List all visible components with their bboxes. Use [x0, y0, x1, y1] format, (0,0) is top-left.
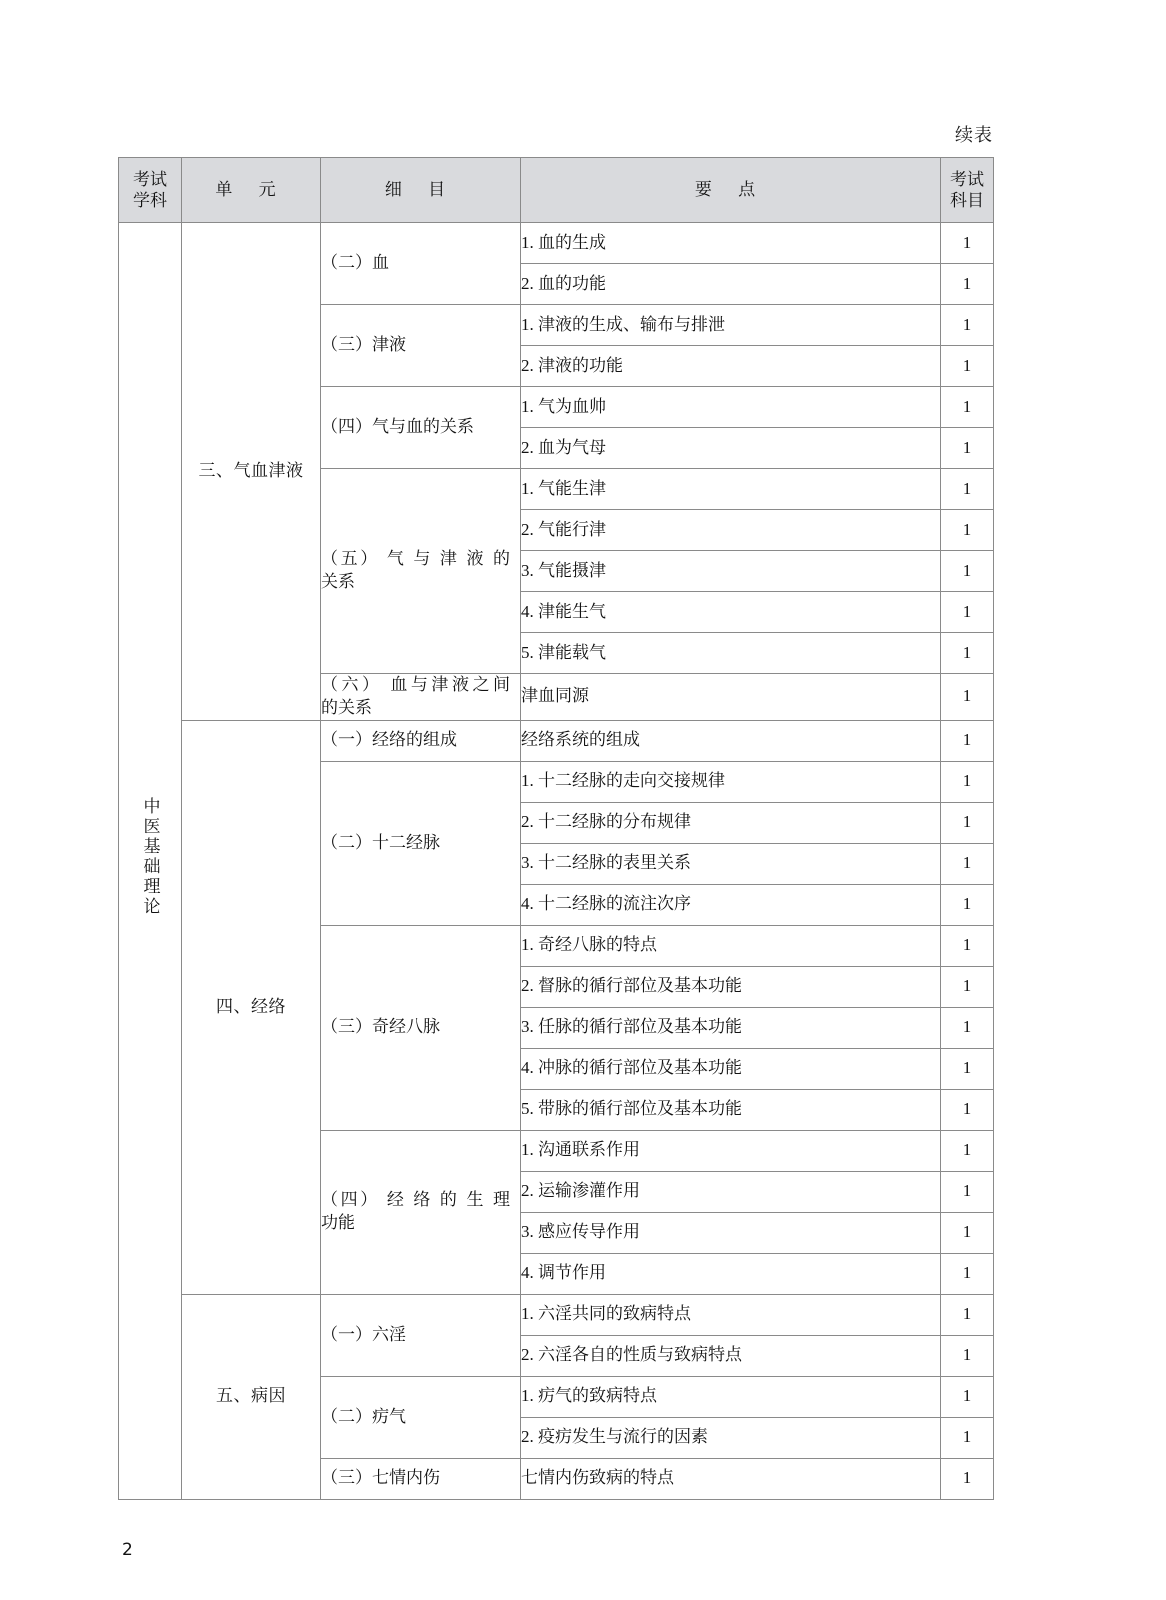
column-header-detail: [321, 158, 521, 223]
continuation-label: 续表: [955, 125, 993, 145]
exam-subject-value: 1: [962, 1017, 972, 1037]
detail-label-cont: 关系: [321, 572, 355, 591]
detail-label: （三）奇经八脉: [321, 1017, 440, 1037]
exam-subject-cell: [941, 551, 994, 592]
unit-label: 四、经络: [216, 996, 286, 1016]
detail-label: （五） 气 与 津 液 的: [321, 549, 510, 569]
point-cell: [521, 720, 941, 761]
point-cell: [521, 1007, 941, 1048]
point-label: 4. 调节作用: [521, 1263, 606, 1283]
table-row: [119, 223, 994, 264]
point-cell: [521, 1089, 941, 1130]
exam-subject-cell: [941, 1007, 994, 1048]
point-cell: [521, 1212, 941, 1253]
point-label: 5. 津能载气: [521, 642, 606, 662]
detail-cell: [321, 1294, 521, 1376]
exam-subject-value: 1: [962, 519, 972, 539]
exam-subject-cell: [941, 720, 994, 761]
exam-subject-cell: [941, 1253, 994, 1294]
exam-subject-value: 1: [962, 894, 972, 914]
point-label: 经络系统的组成: [521, 730, 640, 750]
table-row: [119, 720, 994, 761]
exam-subject-value: 1: [962, 396, 972, 416]
exam-subject-cell: [941, 346, 994, 387]
exam-subject-value: 1: [962, 314, 972, 334]
point-label: 津血同源: [521, 686, 589, 706]
column-header-point-label: 要 点: [694, 179, 767, 199]
exam-subject-value: 1: [962, 1345, 972, 1365]
detail-cell: [321, 305, 521, 387]
point-label: 2. 运输渗灌作用: [521, 1181, 640, 1201]
exam-subject-value: 1: [962, 1058, 972, 1078]
point-label: 3. 感应传导作用: [521, 1222, 640, 1242]
detail-cell: [321, 674, 521, 721]
point-cell: [521, 223, 941, 264]
exam-subject-cell: [941, 428, 994, 469]
table-row: [119, 1294, 994, 1335]
detail-label: （二）十二经脉: [321, 832, 440, 852]
exam-subject-cell: [941, 761, 994, 802]
point-cell: [521, 1294, 941, 1335]
detail-cell: [321, 223, 521, 305]
detail-label-cont: 功能: [321, 1213, 355, 1233]
exam-subject-value: 1: [962, 771, 972, 791]
detail-label: （一）经络的组成: [321, 730, 457, 750]
detail-cell: [321, 469, 521, 674]
exam-subject-cell: [941, 1417, 994, 1458]
detail-cell: [321, 387, 521, 469]
exam-subject-cell: [941, 1212, 994, 1253]
unit-label: 五、病因: [216, 1386, 286, 1406]
point-cell: [521, 551, 941, 592]
exam-subject-cell: [941, 387, 994, 428]
header-row: [119, 158, 994, 223]
point-label: 1. 气能生津: [521, 478, 606, 498]
point-cell: [521, 884, 941, 925]
point-cell: [521, 305, 941, 346]
detail-cell: [321, 1376, 521, 1458]
exam-subject-value: 1: [962, 853, 972, 873]
exam-subject-cell: [941, 1294, 994, 1335]
point-label: 1. 气为血帅: [521, 396, 606, 416]
point-label: 七情内伤致病的特点: [521, 1468, 674, 1488]
exam-subject-value: 1: [962, 601, 972, 621]
column-header-subject-line1: 考试: [133, 169, 167, 189]
exam-subject-value: 1: [962, 812, 972, 832]
page-number: 2: [122, 1540, 133, 1560]
exam-subject-value: 1: [962, 355, 972, 375]
point-label: 3. 十二经脉的表里关系: [521, 853, 691, 873]
column-header-detail-label: 细 目: [384, 179, 457, 199]
point-cell: [521, 428, 941, 469]
exam-subject-value: 1: [962, 1181, 972, 1201]
exam-subject-cell: [941, 884, 994, 925]
point-cell: [521, 1048, 941, 1089]
exam-subject-value: 1: [962, 1140, 972, 1160]
point-cell: [521, 1335, 941, 1376]
exam-subject-cell: [941, 1376, 994, 1417]
point-cell: [521, 674, 941, 721]
point-cell: [521, 843, 941, 884]
exam-subject-cell: [941, 305, 994, 346]
point-label: 2. 血为气母: [521, 437, 606, 457]
exam-subject-cell: [941, 1130, 994, 1171]
column-header-exam-line1: 考试: [950, 169, 984, 189]
exam-subject-value: 1: [962, 1263, 972, 1283]
exam-subject-cell: [941, 592, 994, 633]
point-label: 4. 冲脉的循行部位及基本功能: [521, 1058, 742, 1078]
detail-label: （三）津液: [321, 335, 406, 355]
point-label: 1. 六淫共同的致病特点: [521, 1304, 691, 1324]
detail-cell: [321, 720, 521, 761]
column-header-exam-line2: 科目: [950, 191, 984, 210]
point-label: 2. 督脉的循行部位及基本功能: [521, 976, 742, 996]
exam-subject-value: 1: [962, 642, 972, 662]
exam-subject-cell: [941, 510, 994, 551]
point-cell: [521, 264, 941, 305]
point-cell: [521, 1171, 941, 1212]
detail-label: （二）疠气: [321, 1406, 406, 1426]
exam-subject-value: 1: [962, 1468, 972, 1488]
exam-subject-cell: [941, 1458, 994, 1499]
exam-subject-value: 1: [962, 273, 972, 293]
point-cell: [521, 1253, 941, 1294]
unit-cell: [182, 720, 321, 1294]
exam-subject-value: 1: [962, 935, 972, 955]
detail-label: （六） 血与津液之间: [321, 675, 510, 694]
unit-label: 三、气血津液: [198, 460, 304, 480]
exam-subject-cell: [941, 1171, 994, 1212]
exam-subject-cell: [941, 469, 994, 510]
column-header-subject: [119, 158, 182, 223]
point-cell: [521, 1417, 941, 1458]
point-cell: [521, 925, 941, 966]
point-cell: [521, 761, 941, 802]
exam-subject-cell: [941, 843, 994, 884]
detail-cell: [321, 1458, 521, 1499]
point-cell: [521, 387, 941, 428]
exam-subject-cell: [941, 223, 994, 264]
detail-cell: [321, 761, 521, 925]
column-header-exam: [941, 158, 994, 223]
point-label: 1. 奇经八脉的特点: [521, 935, 657, 955]
point-label: 2. 气能行津: [521, 519, 606, 539]
detail-cell: [321, 925, 521, 1130]
exam-subject-value: 1: [962, 1222, 972, 1242]
point-cell: [521, 802, 941, 843]
detail-label: （四） 经 络 的 生 理: [321, 1190, 510, 1210]
exam-subject-cell: [941, 925, 994, 966]
point-cell: [521, 1376, 941, 1417]
point-cell: [521, 346, 941, 387]
detail-label: （二）血: [321, 253, 389, 273]
exam-subject-cell: [941, 633, 994, 674]
exam-subject-value: 1: [962, 1386, 972, 1406]
exam-subject-value: 1: [962, 730, 972, 750]
exam-subject-value: 1: [962, 560, 972, 580]
point-label: 4. 十二经脉的流注次序: [521, 894, 691, 914]
point-cell: [521, 966, 941, 1007]
exam-subject-value: 1: [962, 1099, 972, 1119]
column-header-unit: [182, 158, 321, 223]
exam-subject-cell: [941, 674, 994, 721]
point-cell: [521, 633, 941, 674]
point-label: 1. 疠气的致病特点: [521, 1386, 657, 1406]
point-label: 5. 带脉的循行部位及基本功能: [521, 1099, 742, 1119]
detail-cell: [321, 1130, 521, 1294]
exam-subject-cell: [941, 1048, 994, 1089]
point-cell: [521, 510, 941, 551]
exam-subject-cell: [941, 966, 994, 1007]
column-header-point: [521, 158, 941, 223]
column-header-unit-label: 单 元: [215, 179, 287, 199]
exam-subject-value: 1: [962, 478, 972, 498]
point-label: 2. 血的功能: [521, 273, 606, 293]
column-header-subject-line2: 学科: [133, 191, 167, 210]
exam-subject-value: 1: [962, 686, 972, 706]
point-label: 2. 十二经脉的分布规律: [521, 812, 691, 832]
exam-subject-value: 1: [962, 976, 972, 996]
exam-subject-cell: [941, 1335, 994, 1376]
exam-subject-value: 1: [962, 437, 972, 457]
point-label: 2. 津液的功能: [521, 355, 623, 375]
point-label: 1. 津液的生成、输布与排泄: [521, 314, 725, 334]
point-label: 3. 气能摄津: [521, 560, 606, 580]
point-label: 4. 津能生气: [521, 601, 606, 621]
exam-subject-value: 1: [962, 232, 972, 252]
syllabus-table: [118, 157, 994, 1500]
detail-label-cont: 的关系: [321, 697, 372, 717]
point-label: 2. 六淫各自的性质与致病特点: [521, 1345, 742, 1365]
exam-subject-cell: [941, 264, 994, 305]
subject-cell: [119, 223, 182, 1500]
point-cell: [521, 1130, 941, 1171]
point-label: 3. 任脉的循行部位及基本功能: [521, 1017, 742, 1037]
detail-label: （四）气与血的关系: [321, 417, 474, 437]
subject-label: 中医基础理论: [140, 797, 160, 918]
exam-subject-cell: [941, 1089, 994, 1130]
table-body: [119, 223, 994, 1500]
unit-cell: [182, 223, 321, 721]
point-cell: [521, 469, 941, 510]
exam-subject-value: 1: [962, 1427, 972, 1447]
unit-cell: [182, 1294, 321, 1499]
table-header: [119, 158, 994, 223]
detail-label: （三）七情内伤: [321, 1468, 440, 1488]
point-cell: [521, 1458, 941, 1499]
exam-subject-cell: [941, 802, 994, 843]
point-label: 2. 疫疠发生与流行的因素: [521, 1427, 708, 1447]
point-label: 1. 沟通联系作用: [521, 1140, 640, 1160]
exam-subject-value: 1: [962, 1304, 972, 1324]
detail-label: （一）六淫: [321, 1324, 406, 1344]
point-label: 1. 十二经脉的走向交接规律: [521, 771, 725, 791]
point-cell: [521, 592, 941, 633]
point-label: 1. 血的生成: [521, 232, 606, 252]
